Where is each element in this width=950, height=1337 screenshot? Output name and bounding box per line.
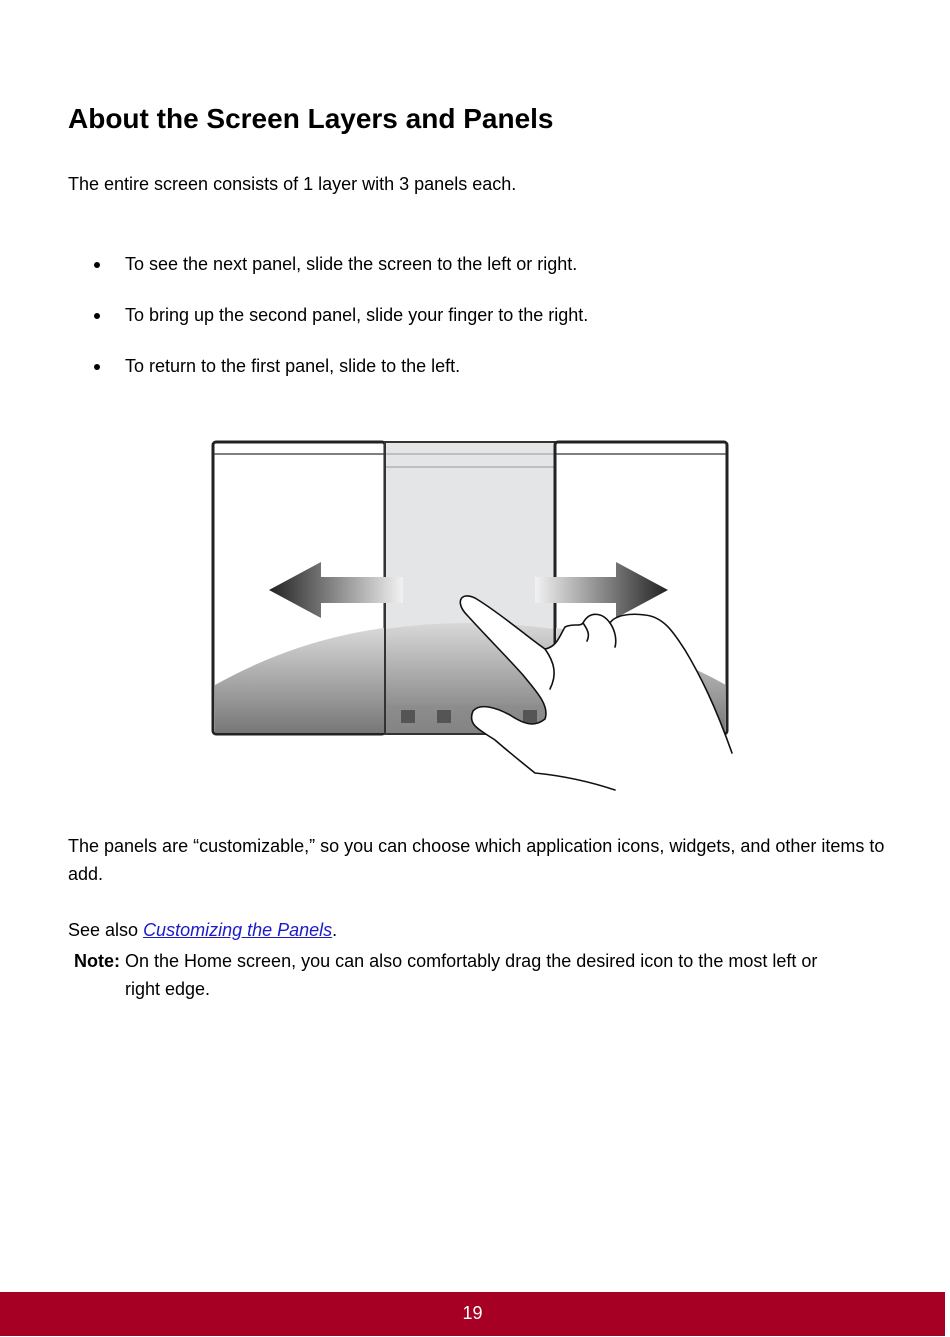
bullet-icon — [94, 313, 100, 319]
customizing-panels-link[interactable]: Customizing the Panels — [143, 920, 333, 940]
see-also-line — [68, 918, 337, 942]
note-label: Note: — [74, 951, 120, 971]
page-footer — [0, 1292, 945, 1336]
app-icon — [523, 710, 537, 723]
see-also-prefix: See also — [68, 920, 144, 940]
bullet-text: To return to the first panel, slide to the left. — [125, 356, 461, 376]
bullet-icon — [94, 262, 100, 268]
intro-text: The entire screen consists of 1 layer with 3 panels each. — [68, 174, 517, 194]
panels-swipe-illustration — [205, 435, 745, 800]
bullet-text: To bring up the second panel, slide your finger to the right. — [125, 305, 589, 325]
note-block — [74, 947, 874, 1003]
bullet-text: To see the next panel, slide the screen to the left or right. — [125, 254, 578, 274]
app-icon — [401, 710, 415, 723]
note-text-line2: right edge. — [125, 979, 211, 999]
customizable-paragraph: The panels are “customizable,” so you can choose which application icons, widgets, and other items to add. — [68, 836, 885, 884]
app-icon — [437, 710, 451, 723]
note-text-line1: On the Home screen, you can also comfortably drag the desired icon to the most left or — [120, 951, 818, 971]
center-panel — [385, 442, 555, 734]
see-also-suffix: . — [332, 920, 338, 940]
panels-illustration-svg — [205, 435, 745, 800]
page-number: 19 — [462, 1303, 483, 1323]
page-title: About the Screen Layers and Panels — [68, 103, 554, 134]
bullet-icon — [94, 364, 100, 370]
